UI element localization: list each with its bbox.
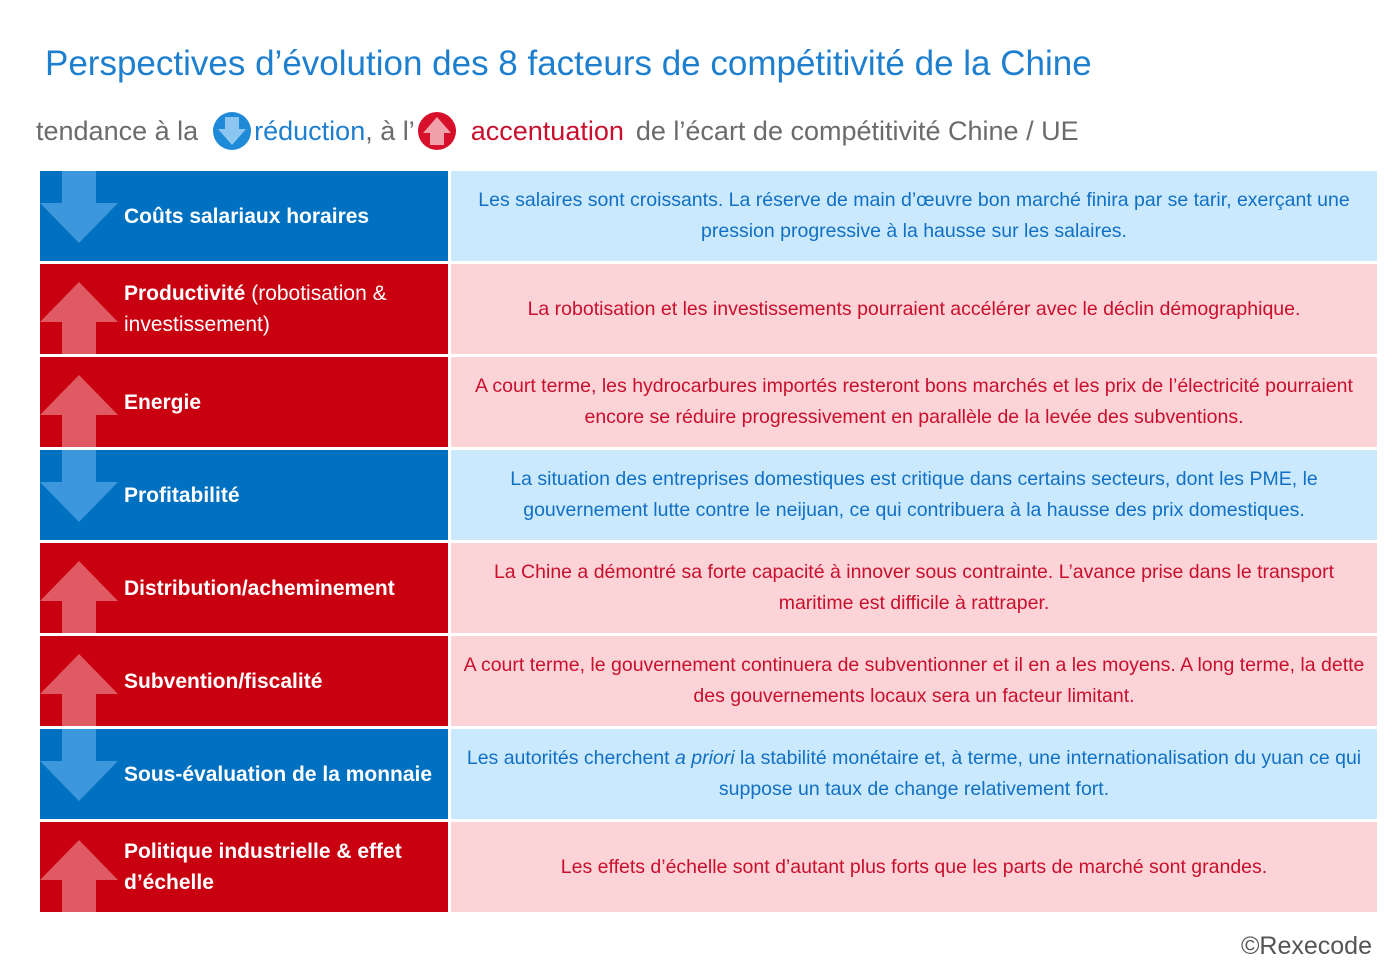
- arrow-down-icon: [40, 450, 118, 540]
- factor-row-productivite: [40, 264, 1377, 354]
- factor-row-distribution: [40, 543, 1377, 633]
- factor-cell: [40, 450, 448, 540]
- factor-row-energie: [40, 357, 1377, 447]
- factor-cell: [40, 729, 448, 819]
- arrow-down-icon: [40, 171, 118, 261]
- factor-label: [124, 759, 432, 790]
- arrow-up-icon: [40, 357, 118, 447]
- factor-name: Politique industrielle & effet d’échelle: [124, 840, 402, 894]
- factor-cell: [40, 357, 448, 447]
- factor-description: A court terme, le gouvernement continuera de subventionner et il en a les moyens. A long terme, la dette des gouvernements locaux sera un facteur limitant.: [451, 636, 1377, 726]
- factor-label: [124, 573, 395, 604]
- arrow-down-icon: [40, 729, 118, 819]
- arrow-up-icon: [40, 543, 118, 633]
- arrow-down-circle-icon: [212, 111, 252, 151]
- legend-prefix: tendance à la: [36, 115, 199, 146]
- factor-name: Coûts salariaux horaires: [124, 204, 370, 228]
- factor-name: Subvention/fiscalité: [124, 669, 323, 693]
- factor-name: Sous-évaluation de la monnaie: [124, 762, 433, 786]
- legend-down-word: réduction: [254, 115, 366, 146]
- factor-description: La situation des entreprises domestiques est critique dans certains secteurs, dont les PME, le gouvernement lutte contre le neijuan, ce qui contribuera à la hausse des prix domestiques.: [451, 450, 1377, 540]
- factors-table: [40, 171, 1377, 912]
- arrow-up-icon: [40, 264, 118, 354]
- factor-cell: [40, 264, 448, 354]
- arrow-up-icon: [40, 822, 118, 912]
- legend-middle: , à l’: [365, 115, 415, 146]
- factor-row-subvention: [40, 636, 1377, 726]
- arrow-up-circle-icon: [417, 111, 457, 151]
- page-title: Perspectives d’évolution des 8 facteurs de compétitivité de la Chine: [45, 44, 1092, 83]
- description-part: [459, 743, 1369, 805]
- factor-name: Distribution/acheminement: [124, 576, 395, 600]
- factor-cell: [40, 171, 448, 261]
- factor-note: (robotisation & investissement): [124, 282, 387, 336]
- factor-row-sous-evaluation: [40, 729, 1377, 819]
- factor-cell: [40, 543, 448, 633]
- legend-up-word: accentuation: [470, 115, 624, 146]
- factor-description: [451, 729, 1377, 819]
- factor-row-profitabilite: [40, 450, 1377, 540]
- description-italic: a priori: [674, 747, 735, 769]
- factor-label: [124, 278, 440, 340]
- factor-label: [124, 836, 440, 898]
- factor-description: La Chine a démontré sa forte capacité à innover sous contrainte. L’avance prise dans le transport maritime est difficile à rattraper.: [451, 543, 1377, 633]
- factor-name: Profitabilité: [124, 483, 240, 507]
- legend-suffix: de l’écart de compétitivité Chine / UE: [635, 115, 1079, 146]
- factor-label: [124, 201, 369, 232]
- factor-row-politique-industrielle: [40, 822, 1377, 912]
- factor-label: [124, 480, 240, 511]
- factor-cell: [40, 636, 448, 726]
- factor-row-couts-salariaux: [40, 171, 1377, 261]
- factor-label: [124, 387, 201, 418]
- factor-cell: [40, 822, 448, 912]
- factor-description: Les salaires sont croissants. La réserve de main d’œuvre bon marché finira par se tarir, exerçant une pression progressive à la hausse sur les salaires.: [451, 171, 1377, 261]
- arrow-up-icon: [40, 636, 118, 726]
- factor-description: A court terme, les hydrocarbures importés resteront bons marchés et les prix de l’électricité pourraient encore se réduire progressivement en parallèle de la levée des subventions.: [451, 357, 1377, 447]
- factor-description: Les effets d’échelle sont d’autant plus forts que les parts de marché sont grandes.: [451, 822, 1377, 912]
- factor-name: Productivité: [124, 282, 246, 305]
- description-after: la stabilité monétaire et, à terme, une internationalisation du yuan ce qui suppose un taux de change relativement fort.: [718, 747, 1362, 800]
- factor-description: La robotisation et les investissements pourraient accélérer avec le déclin démographique.: [451, 264, 1377, 354]
- description-before: Les autorités cherchent: [466, 747, 675, 769]
- copyright-credit: ©Rexecode: [1241, 932, 1372, 960]
- factor-label: [124, 666, 322, 697]
- factor-name: Energie: [124, 390, 202, 414]
- legend: [36, 110, 1079, 152]
